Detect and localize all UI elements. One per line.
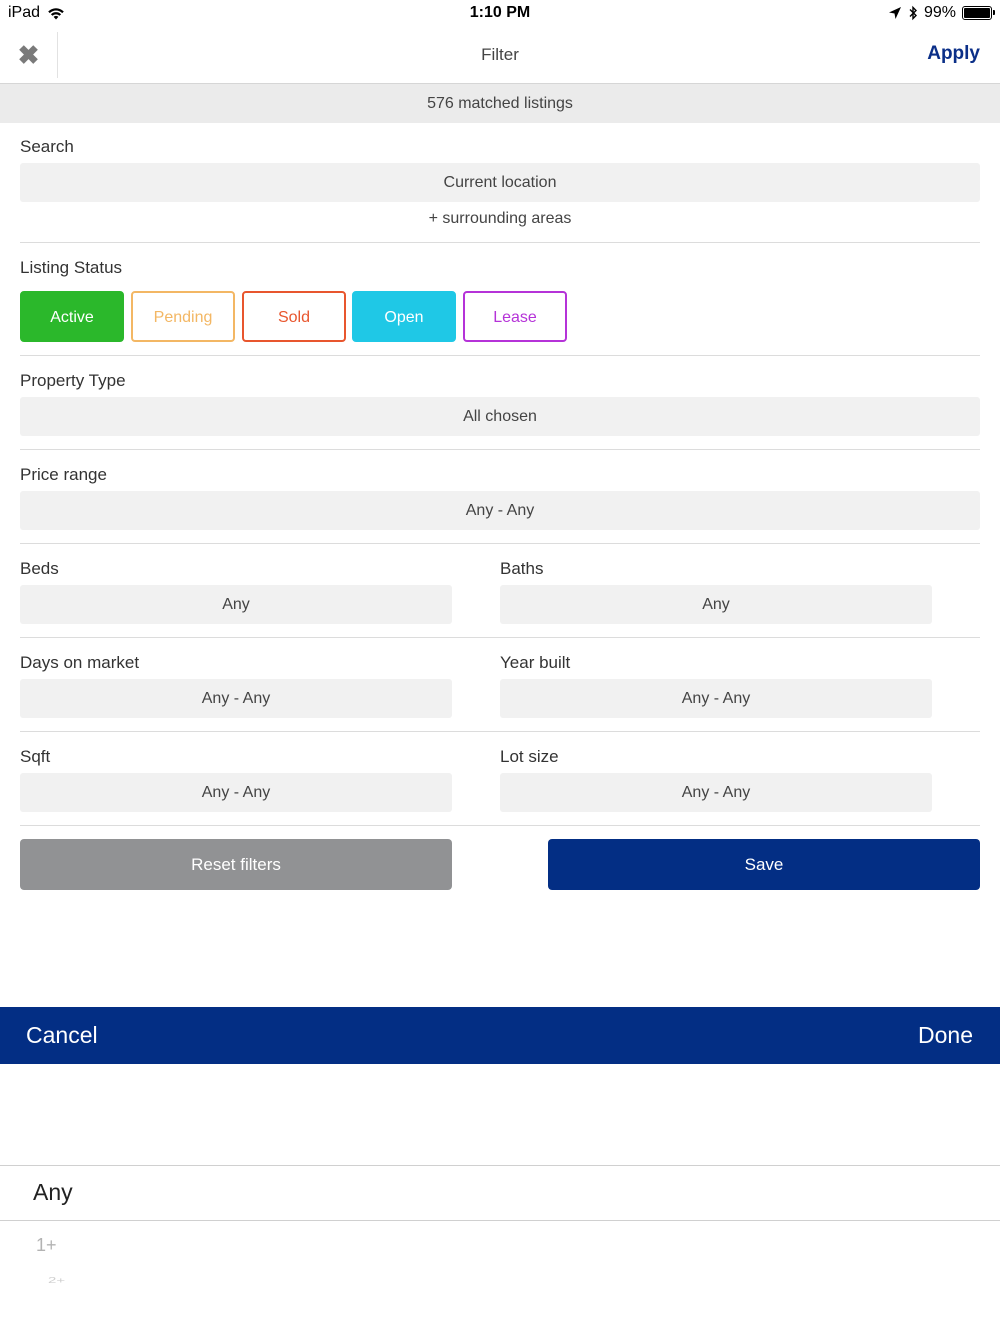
picker-selection-bottom-line (0, 1220, 1000, 1221)
nav-bar (0, 28, 1000, 84)
divider (20, 731, 980, 732)
search-label: Search (20, 137, 74, 156)
status-time: 1:10 PM (469, 4, 531, 21)
page-title: Filter (481, 45, 519, 64)
divider (20, 355, 980, 356)
days-on-market-field[interactable]: Any - Any (20, 679, 452, 718)
status-right (888, 4, 992, 22)
status-chip-lease[interactable]: Lease (463, 291, 567, 342)
reset-filters-button[interactable]: Reset filters (20, 839, 452, 890)
sqft-label: Sqft (20, 747, 51, 766)
price-range-field[interactable]: Any - Any (20, 491, 980, 530)
bluetooth-icon (908, 5, 918, 21)
divider (20, 543, 980, 544)
status-chip-open[interactable]: Open (352, 291, 456, 342)
baths-field[interactable]: Any (500, 585, 932, 624)
status-bar (0, 0, 1000, 28)
divider (20, 637, 980, 638)
status-chip-pending[interactable]: Pending (131, 291, 235, 342)
divider (20, 449, 980, 450)
device-name: iPad (8, 4, 41, 21)
picker-done-button[interactable]: Done (918, 1022, 973, 1048)
year-built-label: Year built (500, 653, 571, 672)
location-arrow-icon (888, 6, 902, 20)
picker-cancel-button[interactable]: Cancel (26, 1022, 98, 1048)
matched-listings-count: 576 matched listings (0, 84, 1000, 123)
picker-option-selected[interactable]: Any (33, 1179, 73, 1205)
lot-size-label: Lot size (500, 747, 559, 766)
year-built-field[interactable]: Any - Any (500, 679, 932, 718)
battery-percent: 99% (923, 4, 956, 21)
lot-size-field[interactable]: Any - Any (500, 773, 932, 812)
beds-label: Beds (20, 559, 59, 578)
price-range-label: Price range (20, 465, 107, 484)
picker-option[interactable]: 2+ (48, 1276, 66, 1286)
apply-button[interactable]: Apply (927, 43, 980, 64)
picker-selection-top-line (0, 1165, 1000, 1166)
property-type-field[interactable]: All chosen (20, 397, 980, 436)
beds-field[interactable]: Any (20, 585, 452, 624)
search-location-field[interactable]: Current location (20, 163, 980, 202)
divider (20, 242, 980, 243)
status-chip-sold[interactable]: Sold (242, 291, 346, 342)
baths-label: Baths (500, 559, 544, 578)
picker-toolbar (0, 1007, 1000, 1064)
sqft-field[interactable]: Any - Any (20, 773, 452, 812)
status-chip-active[interactable]: Active (20, 291, 124, 342)
property-type-label: Property Type (20, 371, 126, 390)
listing-status-label: Listing Status (20, 258, 123, 277)
surrounding-areas-toggle[interactable]: + surrounding areas (428, 210, 572, 227)
battery-icon (962, 6, 992, 20)
divider (20, 825, 980, 826)
save-button[interactable]: Save (548, 839, 980, 890)
days-on-market-label: Days on market (20, 653, 140, 672)
close-icon: ✖ (17, 39, 40, 70)
picker-option[interactable]: 1+ (36, 1235, 57, 1255)
